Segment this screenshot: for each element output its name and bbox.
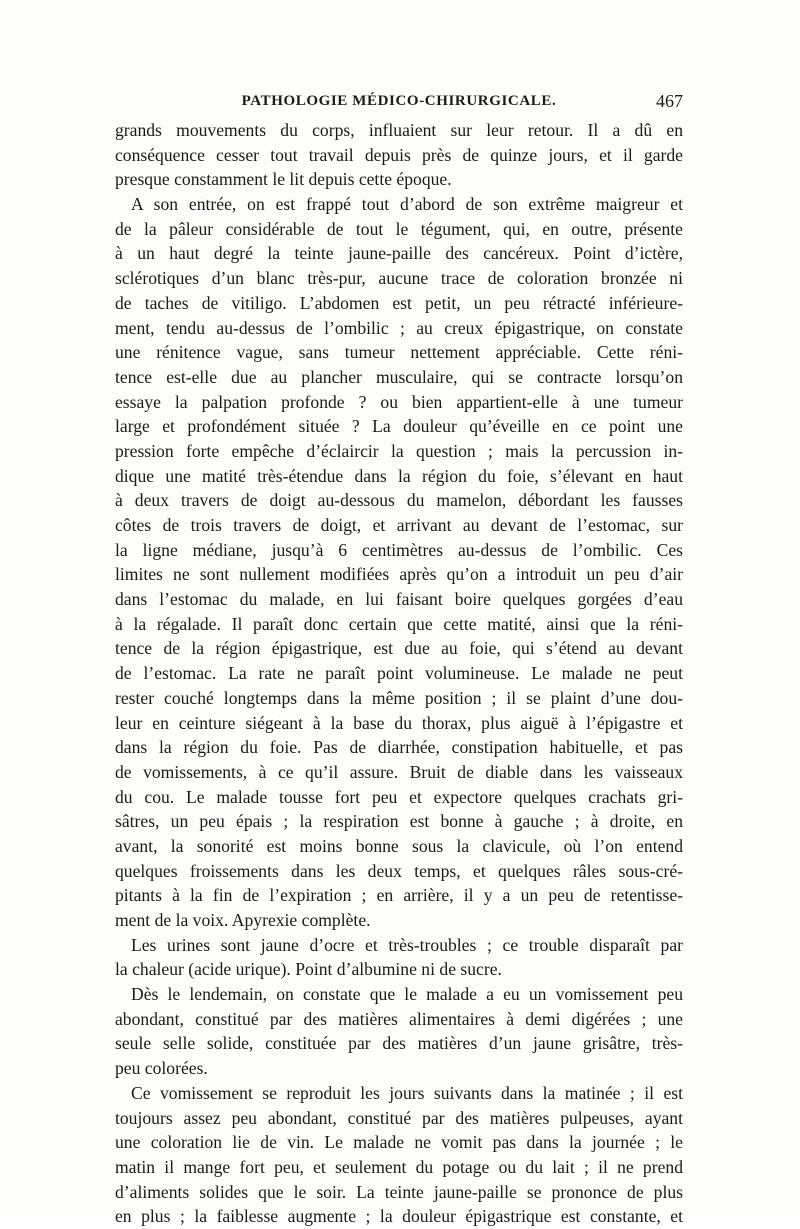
text-line: quelques froissements dans les deux temps, et quelques râles sous-cré- xyxy=(115,860,683,881)
text-line: du cou. Le malade tousse fort peu et expectore quelques crachats gri- xyxy=(115,786,683,807)
body-text xyxy=(115,118,683,1229)
text-line: ment de la voix. Apyrexie complète. xyxy=(115,910,371,930)
text-line: de la pâleur considérable de tout le tégument, qui, en outre, présente xyxy=(115,218,683,239)
text-line: presque constamment le lit depuis cette époque. xyxy=(115,169,452,190)
text-line: la chaleur (acide urique). Point d’albumine ni de sucre. xyxy=(115,959,502,980)
text-line: de vomissements, à ce qu’il assure. Bruit de diable dans les vaisseaux xyxy=(115,761,683,782)
text-line: de taches de vitiligo. L’abdomen est petit, un peu rétracté inférieure- xyxy=(115,292,683,313)
text-line: d’aliments solides que le soir. La teinte jaune-paille se prononce de plus xyxy=(115,1181,683,1202)
running-head xyxy=(115,88,683,114)
text-line: Les urines sont jaune d’ocre et très-troubles ; ce trouble disparaît par xyxy=(131,934,683,955)
text-line: essaye la palpation profonde ? ou bien appartient-elle à une tumeur xyxy=(115,391,683,412)
text-line: matin il mange fort peu, et seulement du potage ou du lait ; il ne prend xyxy=(115,1156,683,1177)
text-line: de l’estomac. La rate ne paraît point volumineuse. Le malade ne peut xyxy=(115,663,683,684)
text-line: tence est-elle due au plancher musculaire, qui se contracte lorsqu’on xyxy=(115,366,683,387)
text-line: A son entrée, on est frappé tout d’abord de son extrême maigreur et xyxy=(131,194,683,215)
text-line: abondant, constitué par des matières alimentaires à demi digérées ; une xyxy=(115,1008,683,1029)
text-line: à la régalade. Il paraît donc certain que cette matité, ainsi que la réni- xyxy=(115,613,683,634)
text-line: Ce vomissement se reproduit les jours suivants dans la matinée ; il est xyxy=(131,1082,683,1103)
text-line: sclérotiques d’un blanc très-pur, aucune trace de coloration bronzée ni xyxy=(115,268,683,289)
page-number: 467 xyxy=(656,91,683,111)
text-line: côtes de trois travers de doigt, et arrivant au devant de l’estomac, sur xyxy=(115,515,683,535)
text-line: rester couché longtemps dans la même position ; il se plaint d’une dou- xyxy=(115,687,683,708)
text-line: toujours assez peu abondant, constitué par des matières pulpeuses, ayant xyxy=(115,1107,683,1128)
text-line: avant, la sonorité est moins bonne sous la clavicule, où l’on entend xyxy=(115,835,683,856)
text-line: Dès le lendemain, on constate que le malade a eu un vomissement peu xyxy=(131,984,683,1005)
text-line: sâtres, un peu épais ; la respiration est bonne à gauche ; à droite, en xyxy=(115,811,683,832)
text-line: large et profondément située ? La douleur qu’éveille en ce point une xyxy=(115,416,683,437)
text-line: une rénitence vague, sans tumeur nettement appréciable. Cette réni- xyxy=(115,342,683,363)
text-line: conséquence cesser tout travail depuis près de quinze jours, et il garde xyxy=(115,144,683,165)
text-line: ment, tendu au-dessus de l’ombilic ; au creux épigastrique, on constate xyxy=(115,317,683,338)
text-line: tence de la région épigastrique, est due au foie, qui s’étend au devant xyxy=(115,638,683,659)
text-line: à un haut degré la teinte jaune-paille des cancéreux. Point d’ictère, xyxy=(115,243,683,264)
text-line: à deux travers de doigt au-dessous du mamelon, débordant les fausses xyxy=(115,490,683,511)
text-line: en plus ; la faiblesse augmente ; la douleur épigastrique est constante, et xyxy=(115,1206,683,1227)
text-line: dique une matité très-étendue dans la région du foie, s’élevant en haut xyxy=(115,465,683,486)
text-line: une coloration lie de vin. Le malade ne vomit pas dans la journée ; le xyxy=(115,1132,683,1153)
text-line: pitants à la fin de l’expiration ; en arrière, il y a un peu de retentisse- xyxy=(115,885,683,906)
text-line: dans la région du foie. Pas de diarrhée, constipation habituelle, et pas xyxy=(115,737,683,758)
text-line: grands mouvements du corps, influaient sur leur retour. Il a dû en xyxy=(115,120,683,140)
text-line: seule selle solide, constituée par des matières d’un jaune grisâtre, très- xyxy=(115,1033,683,1054)
text-line: pression forte empêche d’éclaircir la question ; mais la percussion in- xyxy=(115,440,683,461)
text-line: la ligne médiane, jusqu’à 6 centimètres au-dessus de l’ombilic. Ces xyxy=(115,539,683,560)
text-line: peu colorées. xyxy=(115,1058,208,1079)
running-title: PATHOLOGIE MÉDICO-CHIRURGICALE. xyxy=(241,93,557,109)
text-line: limites ne sont nullement modifiées après qu’on a introduit un peu d’air xyxy=(115,564,683,585)
text-line: dans l’estomac du malade, en lui faisant boire quelques gorgées d’eau xyxy=(115,589,683,610)
text-line: leur en ceinture siégeant à la base du thorax, plus aiguë à l’épigastre et xyxy=(115,712,683,733)
